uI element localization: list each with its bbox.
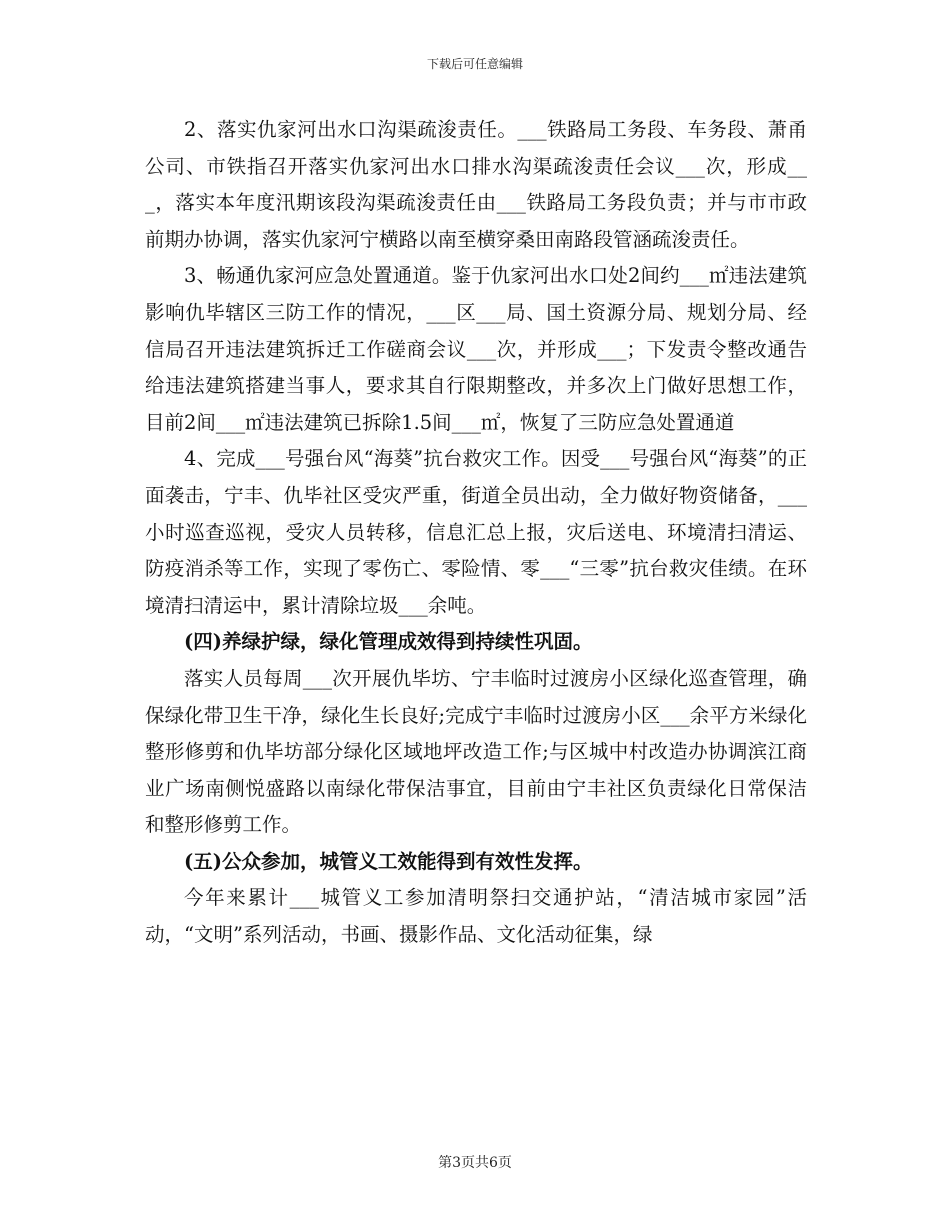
paragraph-greening: 落实人员每周___次开展仇毕坊、宁丰临时过渡房小区绿化巡查管理，确保绿化带卫生干净，绿化生长良好;完成宁丰临时过渡房小区___余平方米绿化整形修剪和仇毕坊部分绿化区域地坪改造工作;与区城中村改造办协调滨江商业广场南侧悦盛路以南绿化带保洁事宜，目前由宁丰社区负责绿化日常保洁和整形修剪工作。 [145, 666, 807, 837]
page-header: 下载后可任意编辑 [426, 57, 523, 71]
paragraph-item-2: 2、落实仇家河出水口沟渠疏浚责任。___铁路局工务段、车务段、萧甬公司、市铁指召开落实仇家河出水口排水沟渠疏浚责任会议___次，形成___，落实本年度汛期该段沟渠疏浚责任由___铁路局工务段负责；并与市市政前期办协调，落实仇家河宁横路以南至横穿桑田南路段管涵疏浚责任。 [145, 118, 807, 251]
page-number: 第3页共6页 [438, 1155, 512, 1171]
paragraph-volunteers: 今年来累计___城管义工参加清明祭扫交通护站，“清洁城市家园”活动，“文明”系列活动，书画、摄影作品、文化活动征集，绿 [145, 886, 807, 947]
document-body [145, 112, 807, 954]
paragraph-item-4: 4、完成___号强台风“海葵”抗台救灾工作。因受___号强台风“海葵”的正面袭击，宁丰、仇毕社区受灾严重，街道全员出动，全力做好物资储备，___小时巡查巡视，受灾人员转移，信息汇总上报，灾后送电、环境清扫清运、防疫消杀等工作，实现了零伤亡、零险情、零___“三零”抗台救灾佳绩。在环境清扫清运中，累计清除垃圾___余吨。 [145, 447, 807, 617]
section-heading-5: (五)公众参加，城管义工效能得到有效性发挥。 [184, 849, 593, 873]
paragraph-item-3: 3、畅通仇家河应急处置通道。鉴于仇家河出水口处2间约___㎡违法建筑影响仇毕辖区三防工作的情况，___区___局、国土资源分局、规划分局、经信局召开违法建筑拆迁工作磋商会议___次，并形成___；下发责令整改通告给违法建筑搭建当事人，要求其自行限期整改，并多次上门做好思想工作，目前2间___㎡违法建筑已拆除1.5间___㎡，恢复了三防应急处置通道 [145, 264, 807, 434]
section-heading-4: (四)养绿护绿，绿化管理成效得到持续性巩固。 [184, 630, 593, 654]
